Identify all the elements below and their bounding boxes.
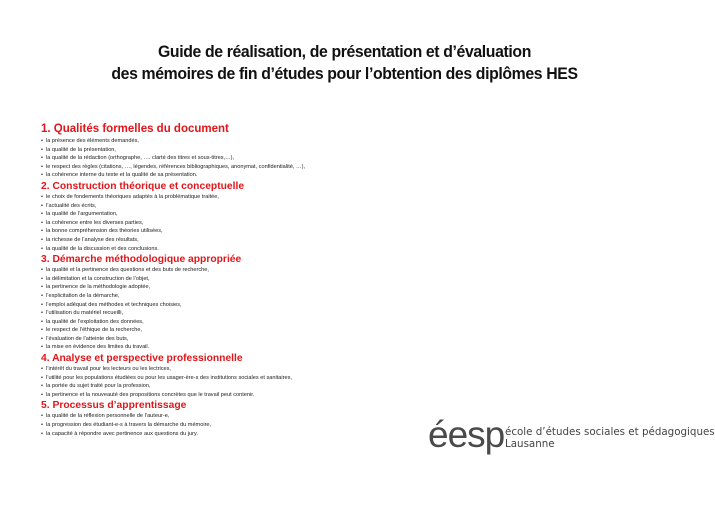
list-item: • la qualité de la présentation, [41, 146, 461, 155]
criteria-list [41, 137, 461, 180]
section-formal-qualities [41, 122, 461, 180]
page-title-line-1: Guide de réalisation, de présentation et d’évaluation [158, 42, 531, 61]
school-name [505, 426, 715, 450]
criteria-list [41, 365, 461, 399]
section-learning-process [41, 399, 461, 438]
section-methodology [41, 253, 461, 352]
list-item: • l’actualité des écrits, [41, 202, 461, 211]
list-item: • le choix de fondements théoriques adaptés à la problématique traitée, [41, 193, 461, 202]
section-professional-analysis [41, 352, 461, 399]
list-item: • la mise en évidence des limites du travail. [41, 343, 461, 352]
section-title: 1. Qualités formelles du document [41, 123, 229, 135]
eesp-logo [428, 414, 715, 460]
list-item: • le respect des règles (citations, …, légendes, références bibliographiques, anonymat, confidentialité, …), [41, 163, 461, 172]
list-item: • la richesse de l’analyse des résultats, [41, 236, 461, 245]
list-item: • l’évaluation de l’atteinte des buts, [41, 335, 461, 344]
list-item: • la portée du sujet traité pour la profession, [41, 382, 461, 391]
section-theoretical-construction [41, 180, 461, 253]
list-item: • l’utilisation du matériel recueilli, [41, 309, 461, 318]
criteria-list [41, 266, 461, 352]
list-item: • la pertinence et la nouveauté des propositions concrètes que le travail peut contenir. [41, 391, 461, 400]
section-title: 2. Construction théorique et conceptuelle [41, 180, 245, 192]
eesp-logo-mark [428, 414, 505, 460]
list-item: • la cohérence entre les diverses parties, [41, 219, 461, 228]
criteria-content [41, 122, 461, 438]
list-item: • la qualité de la rédaction (orthographe, …. clarté des titres et sous-titres,…), [41, 154, 461, 163]
list-item: • la capacité à répondre avec pertinence aux questions du jury. [41, 430, 461, 439]
list-item: • la qualité et la pertinence des questions et des buts de recherche, [41, 266, 461, 275]
list-item: • la cohérence interne du texte et la qualité de sa présentation. [41, 171, 461, 180]
section-title: 4. Analyse et perspective professionnelle [41, 353, 243, 365]
section-title: 3. Démarche méthodologique appropriée [41, 254, 242, 266]
list-item: • la qualité de la réflexion personnelle de l’auteur-e, [41, 412, 461, 421]
list-item: • la qualité de l’argumentation, [41, 210, 461, 219]
list-item: • la présence des éléments demandés, [41, 137, 461, 146]
list-item: • la qualité de la discussion et des conclusions. [41, 245, 461, 254]
page-title-line-2: des mémoires de fin d’études pour l’obtention des diplômes HES [111, 64, 578, 83]
list-item: • la délimitation et la construction de l’objet, [41, 275, 461, 284]
list-item: • l’intérêt du travail pour les lecteurs ou les lectrices, [41, 365, 461, 374]
list-item: • l’explicitation de la démarche, [41, 292, 461, 301]
list-item: • la pertinence de la méthodologie adoptée, [41, 283, 461, 292]
school-name-line-2: Lausanne [505, 438, 555, 450]
logo-mark-text: éesp [428, 414, 505, 455]
criteria-list [41, 412, 461, 438]
criteria-list [41, 193, 461, 253]
list-item: • l’utilité pour les populations étudiées ou pour les usager-ère-s des institutions sociales et sanitaires, [41, 374, 461, 383]
list-item: • la bonne compréhension des théories utilisées, [41, 227, 461, 236]
list-item: • l’emploi adéquat des méthodes et techniques choisies, [41, 301, 461, 310]
list-item: • la qualité de l’exploitation des données, [41, 318, 461, 327]
school-name-line-1: école d’études sociales et pédagogiques [505, 426, 715, 438]
list-item: • le respect de l’éthique de la recherche, [41, 326, 461, 335]
section-title: 5. Processus d’apprentissage [41, 400, 187, 412]
list-item: • la progression des étudiant-e-s à travers la démarche du mémoire, [41, 421, 461, 430]
